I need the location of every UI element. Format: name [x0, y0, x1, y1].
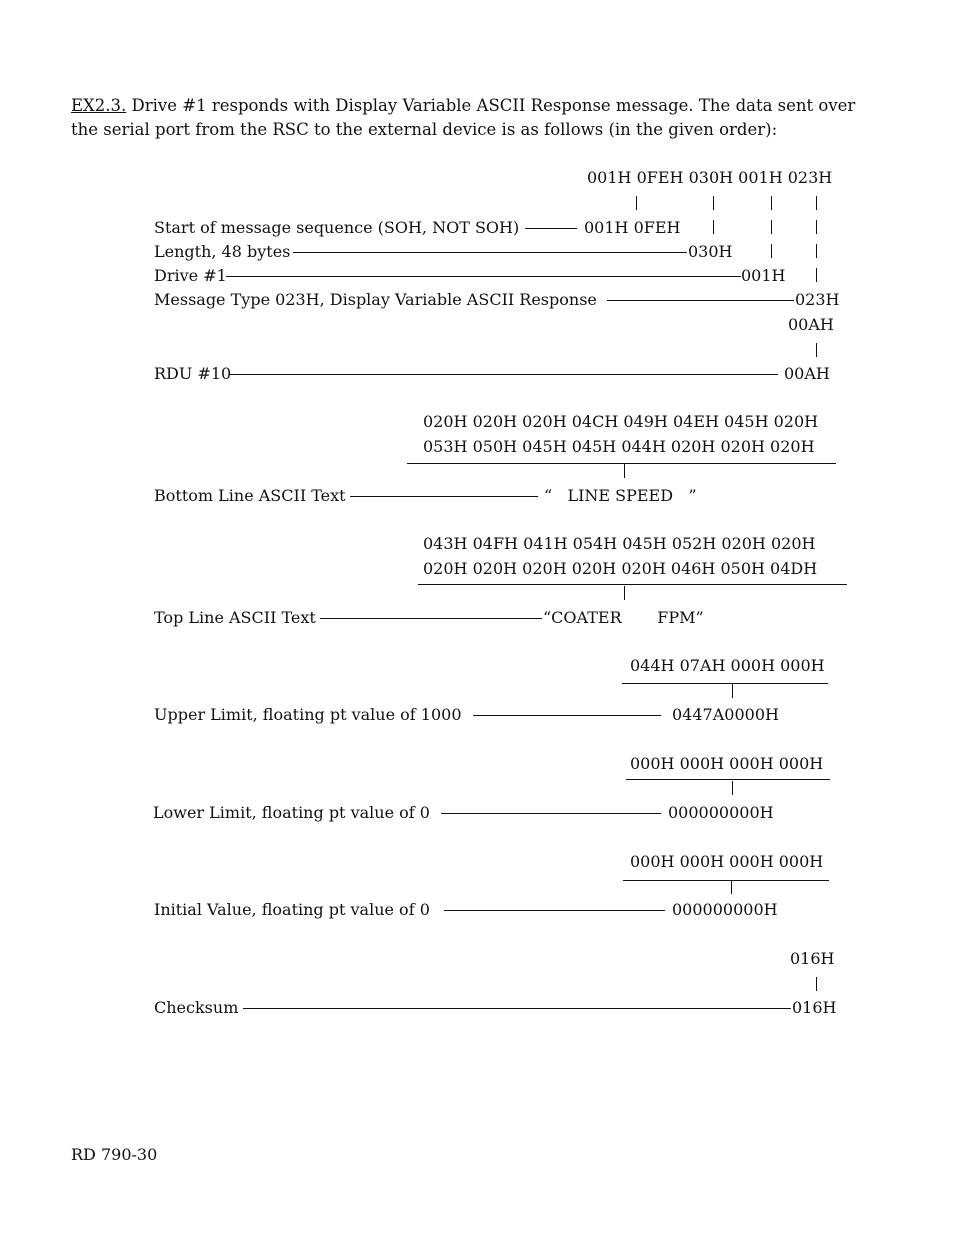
tick [816, 268, 817, 282]
leader-line [473, 715, 661, 716]
tick [816, 977, 817, 991]
initial-bytes: 000H 000H 000H 000H [630, 852, 824, 871]
checksum-value: 016H [792, 998, 837, 1017]
top-bytes-row1: 043H 04FH 041H 054H 045H 052H 020H 020H [423, 534, 816, 553]
tick [771, 196, 772, 210]
bottom-bytes-row1: 020H 020H 020H 04CH 049H 04EH 045H 020H [423, 412, 819, 431]
tick [624, 586, 625, 600]
soh-value: 001H 0FEH [584, 218, 681, 237]
initial-value: 000000000H [672, 900, 778, 919]
bottom-text-value: “ LINE SPEED ” [544, 486, 697, 505]
intro-paragraph [71, 94, 871, 142]
leader-line [441, 813, 661, 814]
checksum-top: 016H [790, 949, 835, 968]
leader-line [525, 228, 577, 229]
tick [771, 220, 772, 234]
tick [713, 196, 714, 210]
upper-bytes: 044H 07AH 000H 000H [630, 656, 825, 675]
rdu-top: 00AH [788, 315, 834, 334]
top-text-value: “COATER FPM” [543, 608, 704, 627]
leader-line [293, 252, 687, 253]
tick [816, 196, 817, 210]
rdu-value: 00AH [784, 364, 830, 383]
lower-label: Lower Limit, floating pt value of 0 [153, 803, 430, 822]
leader-line [243, 1008, 791, 1009]
bracket-line [626, 779, 830, 780]
tick [636, 196, 637, 210]
soh-label: Start of message sequence (SOH, NOT SOH) [154, 218, 520, 237]
example-label: EX2.3. [71, 96, 127, 115]
leader-line [607, 300, 794, 301]
top-text-label: Top Line ASCII Text [154, 608, 316, 627]
tick [731, 880, 732, 894]
type-value: 023H [795, 290, 840, 309]
length-value: 030H [688, 242, 733, 261]
leader-line [350, 496, 538, 497]
bottom-bytes-row2: 053H 050H 045H 045H 044H 020H 020H 020H [423, 437, 815, 456]
bracket-line [622, 683, 828, 684]
type-label: Message Type 023H, Display Variable ASCII Response [154, 290, 597, 309]
tick [732, 684, 733, 698]
upper-label: Upper Limit, floating pt value of 1000 [154, 705, 462, 724]
drive-value: 001H [741, 266, 786, 285]
initial-label: Initial Value, floating pt value of 0 [154, 900, 430, 919]
tick [816, 343, 817, 357]
rdu-label: RDU #10 [154, 364, 232, 383]
bracket-line [623, 880, 829, 881]
bottom-text-label: Bottom Line ASCII Text [154, 486, 346, 505]
tick [816, 220, 817, 234]
bracket-line [418, 584, 847, 585]
checksum-label: Checksum [154, 998, 239, 1017]
leader-line [320, 618, 542, 619]
header-bytes: 001H 0FEH 030H 001H 023H [587, 168, 833, 187]
drive-label: Drive #1 [154, 266, 227, 285]
tick [713, 220, 714, 234]
leader-line [226, 276, 741, 277]
lower-bytes: 000H 000H 000H 000H [630, 754, 824, 773]
tick [816, 244, 817, 258]
tick [771, 244, 772, 258]
footer-doc-id: RD 790-30 [71, 1145, 158, 1164]
bracket-line [407, 463, 836, 464]
tick [624, 464, 625, 478]
tick [732, 781, 733, 795]
top-bytes-row2: 020H 020H 020H 020H 020H 046H 050H 04DH [423, 559, 818, 578]
length-label: Length, 48 bytes [154, 242, 291, 261]
leader-line [444, 910, 665, 911]
upper-value: 0447A0000H [672, 705, 779, 724]
leader-line [230, 374, 778, 375]
lower-value: 000000000H [668, 803, 774, 822]
intro-text: Drive #1 responds with Display Variable ASCII Response message. The data sent over the serial port from the RSC to the external device is as follows (in the given order): [71, 96, 856, 139]
